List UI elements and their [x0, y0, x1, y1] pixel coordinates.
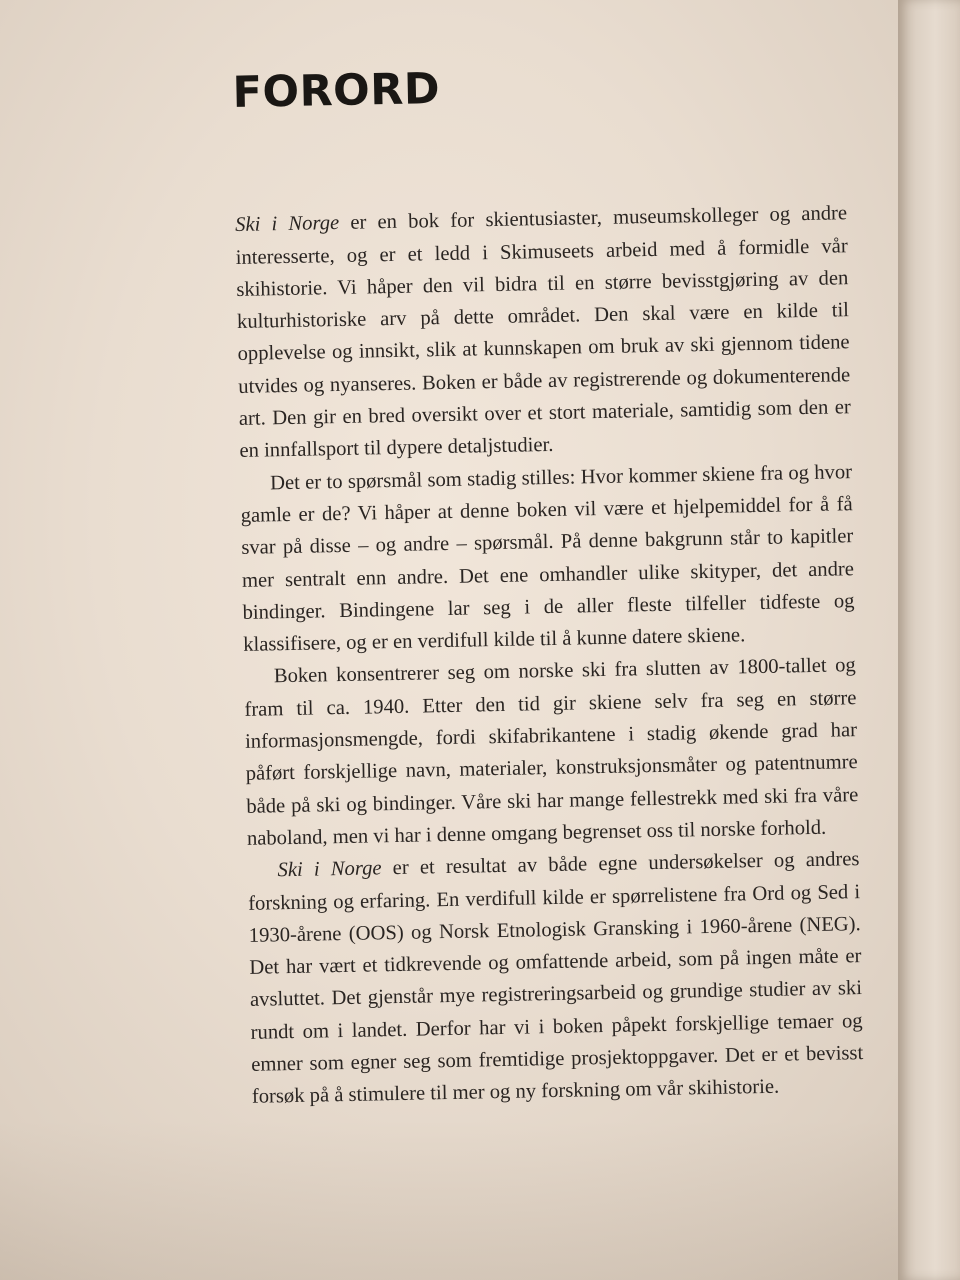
page-title: FORORD — [232, 64, 441, 118]
paragraph-4 — [247, 843, 864, 1113]
paragraph-text: Boken konsentrerer seg om norske ski fra slutten av 1800-tallet og fram til ca. 1940. Etter den tid gir skiene selv fra seg en større informasjonsmengde, fordi skifabrikantene i stadig økende grad har påført forskjellige navn, materialer, konstruksjonsmåter og patentnumre både på ski og bindinger. Våre ski har mange fellestrekk med ski fra våre naboland, men vi har i denne omgang begrenset oss til norske forhold. — [244, 654, 859, 850]
paragraph-3 — [244, 650, 860, 855]
next-page-edge — [898, 0, 960, 1280]
book-title-italic: Ski i Norge — [277, 857, 382, 882]
paragraph-2 — [240, 456, 856, 661]
paragraph-1 — [235, 198, 852, 468]
page-shadow — [0, 1120, 960, 1280]
foreword-content — [232, 48, 864, 1113]
paragraph-text: er en bok for skientusiaster, museumskolleger og andre interesserte, og er et ledd i Skimuseets arbeid med å formidle vår skihistorie. Vi håper den vil bidra til en større bevisstgjøring av den kulturhistoriske arv på dette området. Den skal være en kilde til opplevelse og innsikt, slik at kunnskapen om bruk av ski gjennom tidene utvides og nyanseres. Boken er både av registrerende og dokumenterende art. Den gir en bred oversikt over et stort materiale, samtidig som den er en innfallsport til dypere detaljstudier. — [235, 202, 851, 463]
foreword-body — [235, 198, 864, 1114]
paragraph-text: er et resultat av både egne undersøkelser og andres forskning og erfaring. En verdifull kilde er spørrelistene fra Ord og Sed i 1930-årene (OOS) og Norsk Etnologisk Gransking i 1960-årene (NEG). Det har vært et tidkrevende og omfattende arbeid, som på ingen måte er avsluttet. Det gjenstår mye registreringsarbeid og grundige studier av ski rundt om i landet. Derfor har vi i boken påpekt forskjellige temaer og emner som egner seg som fremtidige prosjektoppgaver. Det er et bevisst forsøk på å stimulere til mer og ny forskning om vår skihistorie. — [247, 848, 864, 1109]
book-title-italic: Ski i Norge — [234, 212, 340, 237]
paragraph-text: Det er to spørsmål som stadig stilles: Hvor kommer skiene fra og hvor gamle er de? Vi håper at denne boken vil være et hjelpemiddel for å få svar på disse – og andre – spørsmål. På denne bakgrunn står to kapitler mer sentralt enn andre. Det ene omhandler ulike skityper, det andre bindinger. Bindingene lar seg i de aller fleste tilfeller tidfeste og klassifisere, og er en verdifull kilde til å kunne datere skiene. — [240, 460, 855, 657]
